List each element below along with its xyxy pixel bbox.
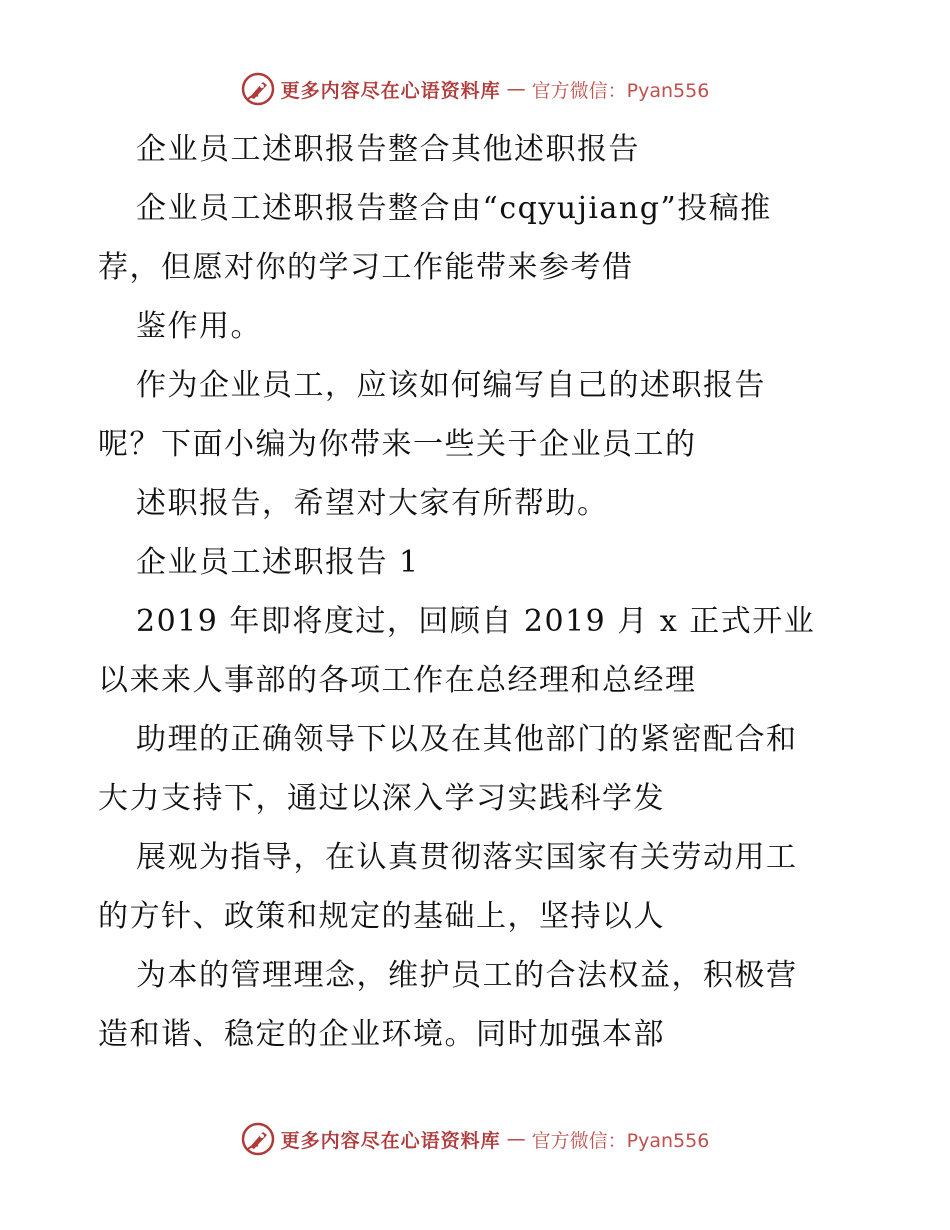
watermark-footer bbox=[0, 1122, 950, 1161]
watermark-brand: 更多内容尽在心语资料库 bbox=[280, 79, 501, 102]
text-line: 以来来人事部的各项工作在总经理和总经理 bbox=[98, 663, 697, 698]
watermark-contact: 官方微信：Pyan556 bbox=[531, 79, 710, 102]
text-line: 助理的正确领导下以及在其他部门的紧密配合和 bbox=[136, 722, 798, 757]
text-line: 呢？下面小编为你带来一些关于企业员工的 bbox=[98, 427, 697, 462]
text-line: 为本的管理理念，维护员工的合法权益，积极营 bbox=[136, 958, 798, 993]
watermark-separator: — bbox=[506, 1128, 526, 1150]
text-line: 造和谐、稳定的企业环境。同时加强本部 bbox=[98, 1017, 665, 1052]
pen-nib-logo-icon bbox=[241, 1122, 275, 1156]
text-line: 大力支持下，通过以深入学习实践科学发 bbox=[98, 781, 665, 816]
text-line: 2019 年即将度过，回顾自 2019 月 x 正式开业 bbox=[136, 604, 816, 639]
watermark-contact: 官方微信：Pyan556 bbox=[531, 1129, 710, 1152]
text-line: 荐，但愿对你的学习工作能带来参考借 bbox=[98, 250, 634, 285]
text-line: 企业员工述职报告 1 bbox=[136, 545, 420, 580]
pen-nib-logo-icon bbox=[241, 72, 275, 106]
watermark-header bbox=[0, 72, 950, 111]
text-line: 企业员工述职报告整合其他述职报告 bbox=[136, 132, 640, 167]
watermark-brand: 更多内容尽在心语资料库 bbox=[280, 1129, 501, 1152]
text-line: 的方针、政策和规定的基础上，坚持以人 bbox=[98, 899, 665, 934]
watermark-separator: — bbox=[506, 78, 526, 100]
text-line: 企业员工述职报告整合由“cqyujiang”投稿推 bbox=[136, 191, 772, 226]
text-line: 述职报告，希望对大家有所帮助。 bbox=[136, 486, 609, 521]
text-line: 鉴作用。 bbox=[136, 309, 262, 344]
text-line: 作为企业员工，应该如何编写自己的述职报告 bbox=[136, 368, 766, 403]
document-body bbox=[98, 120, 858, 1064]
text-line: 展观为指导，在认真贯彻落实国家有关劳动用工 bbox=[136, 840, 798, 875]
